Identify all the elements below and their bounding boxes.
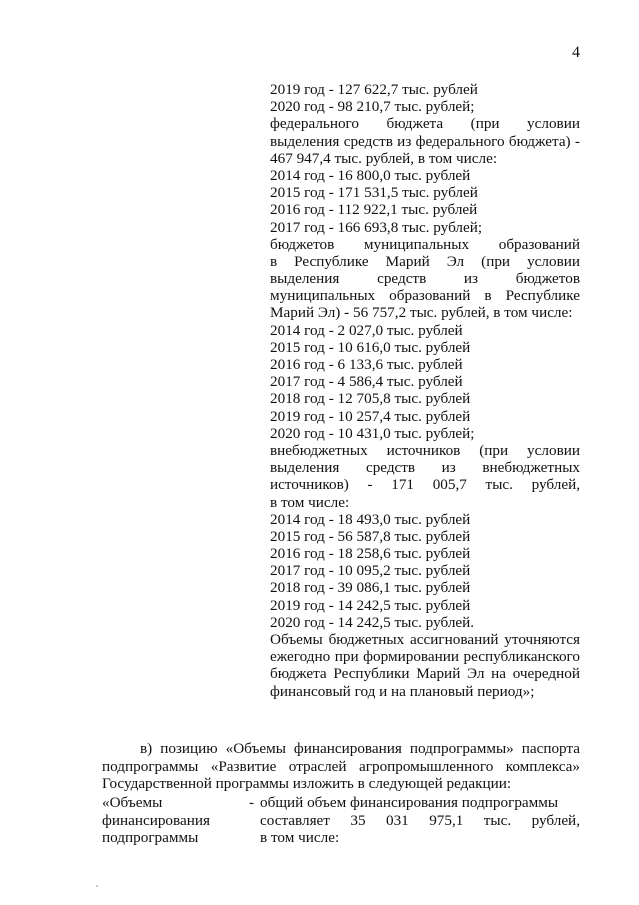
federal-year-line: 2016 год - 112 922,1 тыс. рублей [270,201,478,219]
extrabudget-year-line: 2018 год - 39 086,1 тыс. рублей [270,579,471,597]
intro-line: в) позицию «Объемы финансирования подпрограммы» паспорта [140,740,580,757]
municipal-text-line: бюджетов муниципальных образований [270,235,580,253]
funding-line: 2019 год - 127 622,7 тыс. рублей [270,81,478,98]
municipal-year-line: 2020 год - 10 431,0 тыс. рублей; [270,424,475,442]
funding-text-block [270,81,580,700]
municipal-text-line: выделения средств из бюджетов [270,270,580,288]
municipal-year-line: 2016 год - 6 133,6 тыс. рублей [270,356,463,373]
municipal-year-line: 2014 год - 2 027,0 тыс. рублей [270,321,463,339]
extrabudget-year-line: 2019 год - 14 242,5 тыс. рублей [270,596,471,614]
extrabudget-text-line: внебюджетных источников (при условии [270,441,580,459]
page-number: 4 [572,44,580,61]
closing-text-line: ежегодно при формировании республиканского [270,648,580,666]
federal-year-line: 2014 год - 16 800,0 тыс. рублей [270,166,471,184]
federal-text-line: 467 947,4 тыс. рублей, в том числе: [270,149,498,167]
passport-label [102,794,242,847]
federal-text-line: федерального бюджета (при условии [270,115,580,133]
municipal-year-line: 2017 год - 4 586,4 тыс. рублей [270,373,463,391]
intro-paragraph [102,740,580,793]
municipal-text-line: в Республике Марий Эл (при условии [270,252,580,270]
passport-value [260,794,580,847]
federal-text-line: выделения средств из федерального бюджета) - [270,132,580,150]
closing-text-line: бюджета Республики Марий Эл на очередной [270,665,580,683]
passport-label-line: «Объемы [102,794,163,811]
federal-year-line: 2017 год - 166 693,8 тыс. рублей; [270,218,483,236]
extrabudget-text-line: источников) - 171 005,7 тыс. рублей, [270,476,580,494]
municipal-year-line: 2019 год - 10 257,4 тыс. рублей [270,407,471,425]
federal-year-line: 2015 год - 171 531,5 тыс. рублей [270,184,478,202]
intro-line: подпрограммы «Развитие отраслей агропромышленного комплекса» [102,757,580,775]
passport-value-line: составляет 35 031 975,1 тыс. рублей, [260,811,580,829]
passport-value-line: в том числе: [260,829,340,847]
municipal-text-line: Марий Эл) - 56 757,2 тыс. рублей, в том числе: [270,304,573,322]
municipal-year-line: 2018 год - 12 705,8 тыс. рублей [270,390,471,408]
passport-label-line: подпрограммы [102,829,199,847]
passport-dash: - [249,794,255,811]
extrabudget-year-line: 2017 год - 10 095,2 тыс. рублей [270,562,471,580]
extrabudget-year-line: 2014 год - 18 493,0 тыс. рублей [270,510,471,528]
extrabudget-year-line: 2016 год - 18 258,6 тыс. рублей [270,545,471,563]
closing-text-line: Объемы бюджетных ассигнований уточняются [270,631,580,648]
extrabudget-year-line: 2015 год - 56 587,8 тыс. рублей [270,527,471,545]
extrabudget-text-line: в том числе: [270,493,350,511]
intro-line: Государственной программы изложить в следующей редакции: [102,775,512,793]
extrabudget-text-line: выделения средств из внебюджетных [270,459,580,477]
funding-line: 2020 год - 98 210,7 тыс. рублей; [270,98,475,116]
extrabudget-year-line: 2020 год - 14 242,5 тыс. рублей. [270,613,475,631]
scan-speck [96,885,98,887]
municipal-year-line: 2015 год - 10 616,0 тыс. рублей [270,338,471,356]
passport-label-line: финансирования [102,811,210,829]
passport-value-line: общий объем финансирования подпрограммы [260,794,559,811]
closing-text-line: финансовый год и на плановый период»; [270,682,535,700]
municipal-text-line: муниципальных образований в Республике [270,287,580,305]
